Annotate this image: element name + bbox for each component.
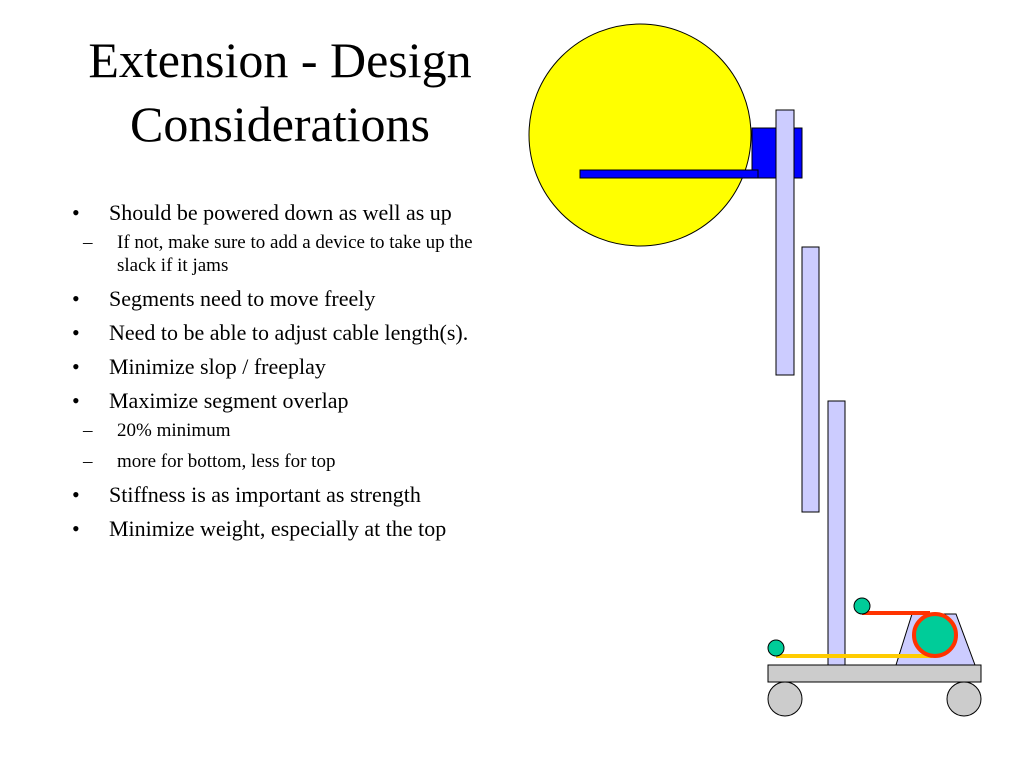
pulley-lower	[768, 640, 784, 656]
bullet-text: Maximize segment overlap	[109, 388, 349, 413]
slide-title-line-2: Considerations	[130, 96, 430, 152]
payload-ball	[529, 24, 751, 246]
bullet-text: Need to be able to adjust cable length(s).	[109, 320, 469, 345]
winch-drum	[919, 619, 951, 651]
slide-title-line-1: Extension - Design	[88, 32, 472, 88]
extension-segment-top	[776, 110, 794, 375]
bullet-text: Stiffness is as important as strength	[109, 482, 421, 507]
bullet-text: Minimize slop / freeplay	[109, 354, 326, 379]
gripper-arm	[580, 170, 758, 178]
sub-bullet-text: 20% minimum	[117, 420, 231, 441]
extension-segment-middle	[802, 247, 819, 512]
bullet-text: Minimize weight, especially at the top	[109, 516, 447, 541]
extension-segment-bottom	[828, 401, 845, 666]
sub-bullet-text: If not, make sure to add a device to take up the slack if it jams	[117, 232, 473, 276]
bullet-text: Should be powered down as well as up	[109, 200, 452, 225]
bullet-text: Segments need to move freely	[109, 286, 376, 311]
base-plate	[768, 665, 981, 682]
wheel-right	[947, 682, 981, 716]
wheel-left	[768, 682, 802, 716]
sub-bullet-text: more for bottom, less for top	[117, 451, 336, 472]
pulley-upper	[854, 598, 870, 614]
